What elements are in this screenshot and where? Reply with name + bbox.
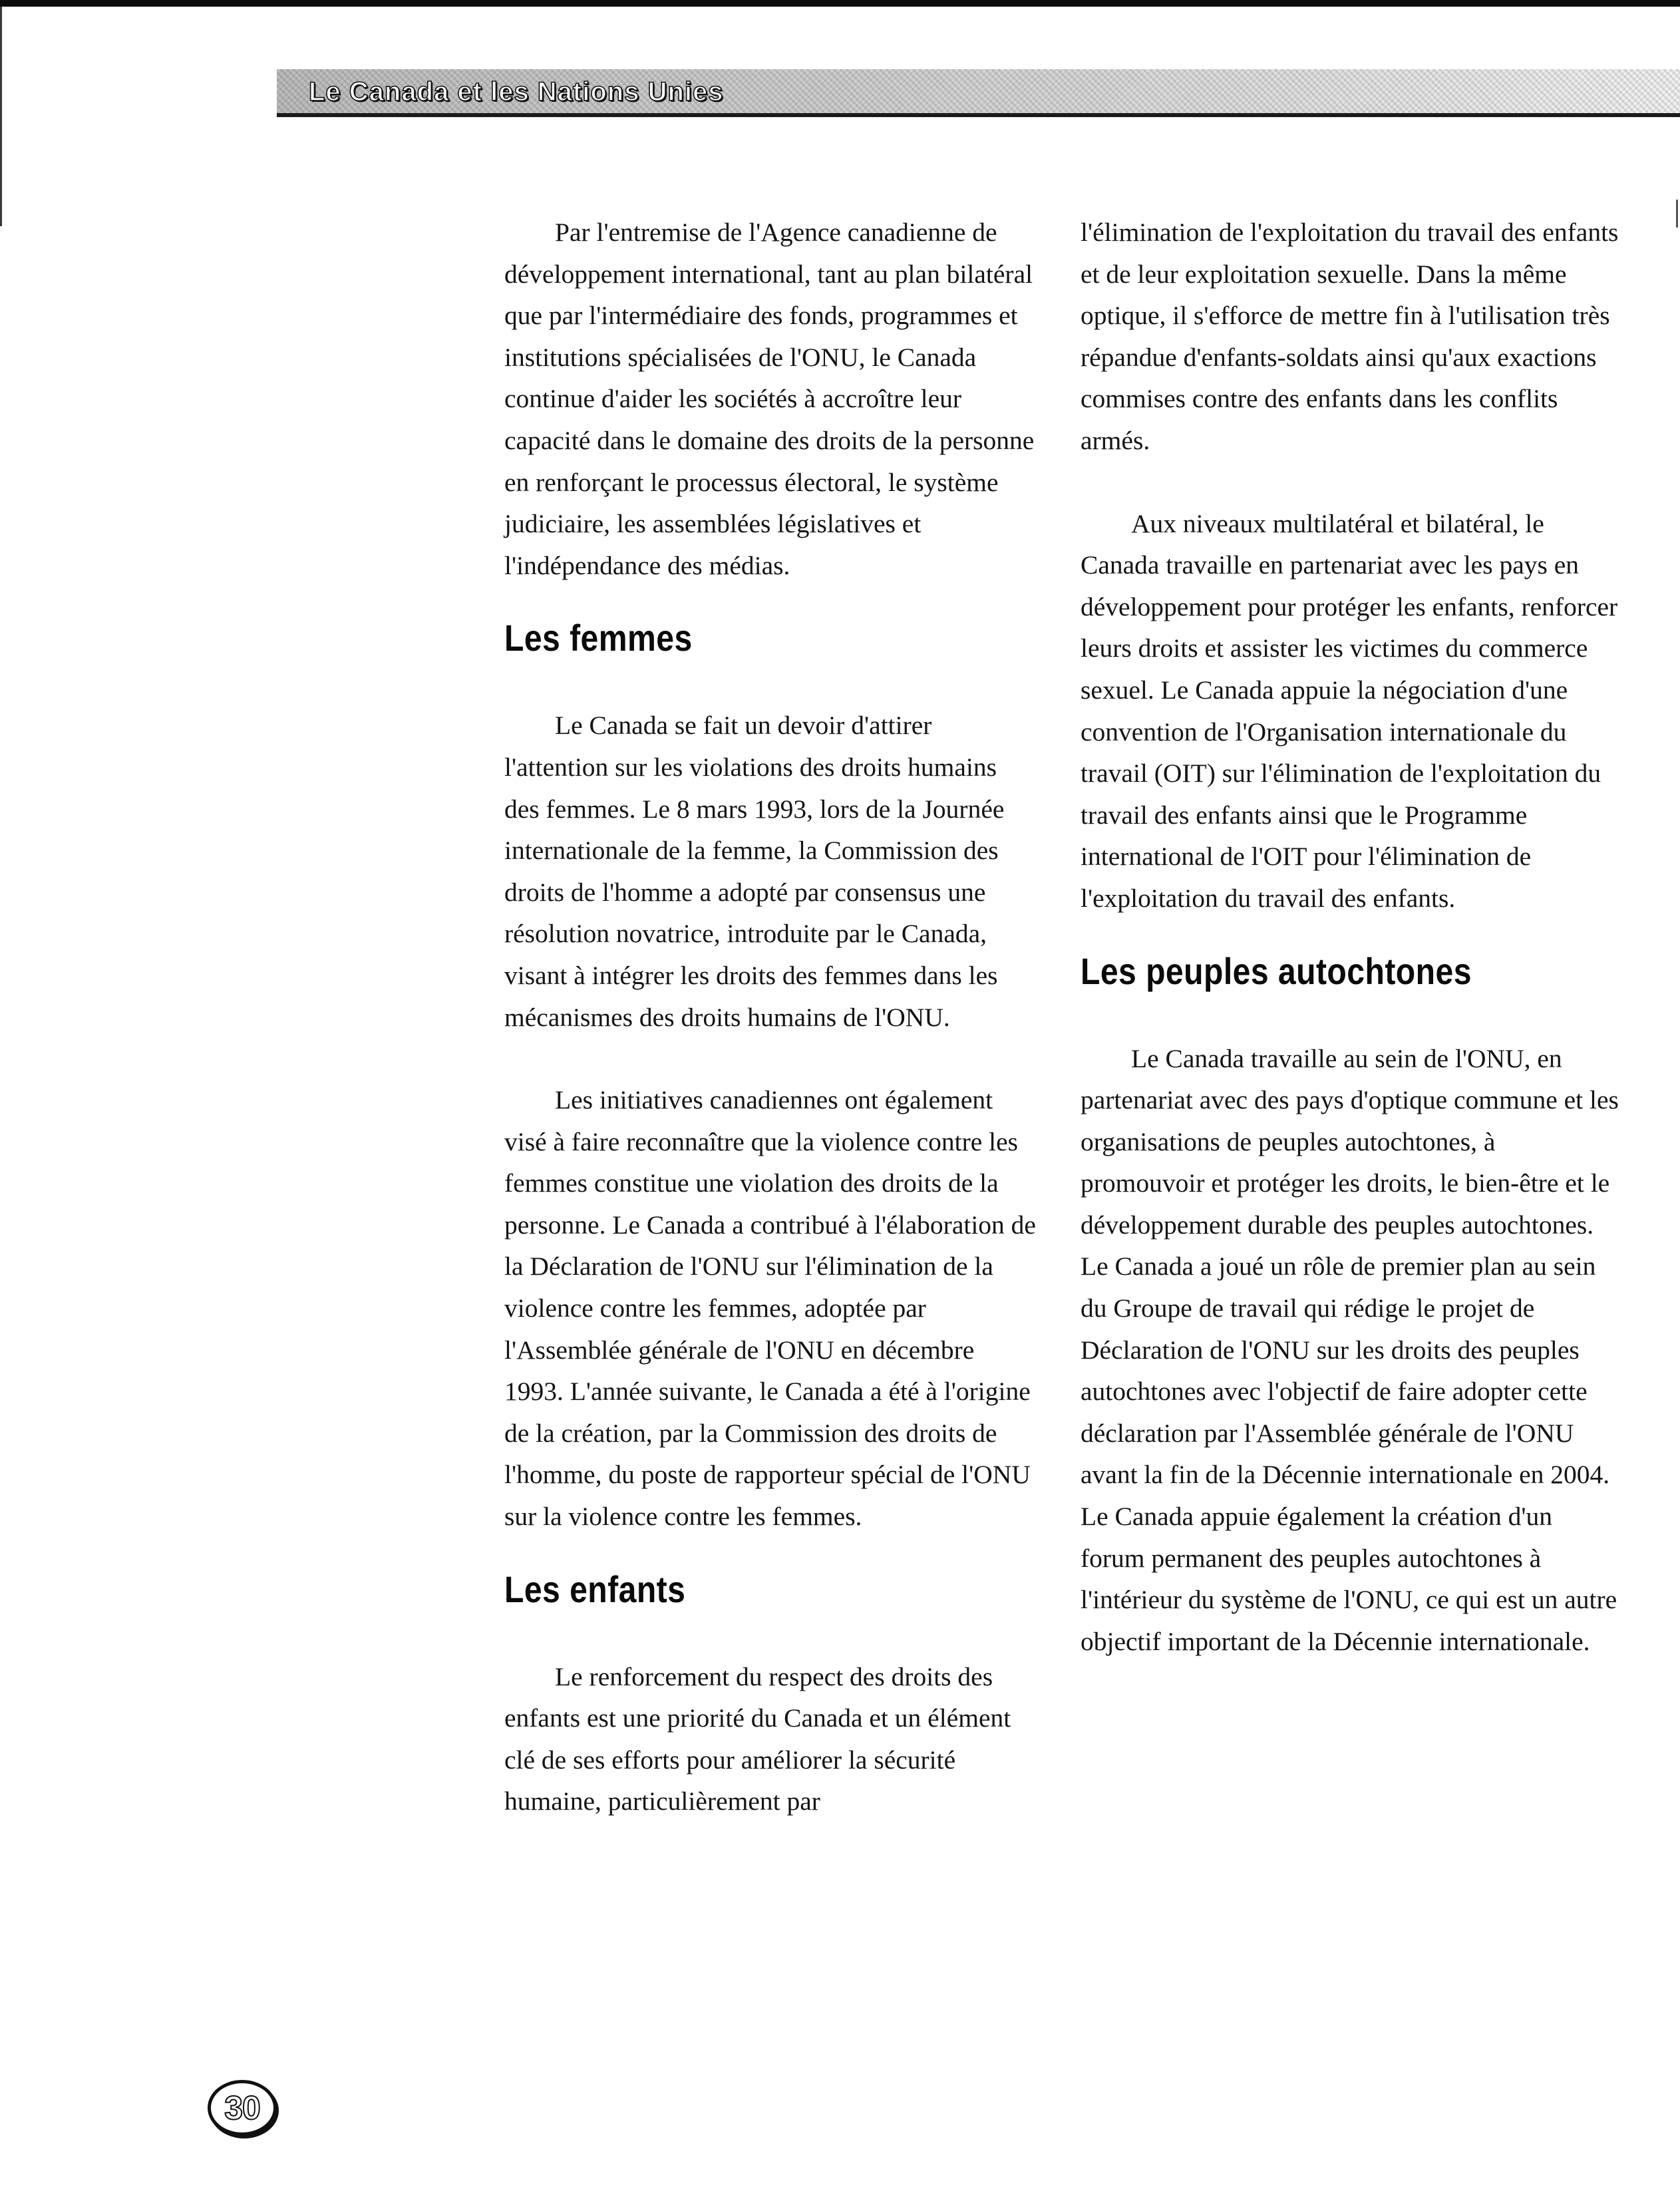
women-paragraph-2: Les initiatives canadiennes ont également visé à faire reconnaître que la violence contre les femmes constitue une violation des droits de la personne. Le Canada a contribué à l'élaboration de la Déclaration de l'ONU sur l'élimination de la violence contre les femmes, adoptée par l'Assemblée générale de l'ONU en décembre 1993. L'année suivante, le Canada a été à l'origine de la création, par la Commission des droits de l'homme, du poste de rapporteur spécial de l'ONU sur la violence contre les femmes.	[504, 1085, 1036, 1532]
children-paragraph-2: Aux niveaux multilatéral et bilatéral, le Canada travaille en partenariat avec les pays en développement pour protéger les enfants, renforcer leurs droits et assister les victimes du commerce sexuel. Le Canada appuie la négociation d'une convention de l'Organisation internationale du travail (OIT) sur l'élimination de l'exploitation du travail des enfants ainsi que le Programme international de l'OIT pour l'élimination de l'exploitation du travail des enfants.	[1081, 508, 1618, 913]
page-number-badge	[208, 2080, 277, 2136]
indigenous-paragraph-1: Le Canada travaille au sein de l'ONU, en partenariat avec des pays d'optique commune et les organisations de peuples autochtones, à promouvoir et protéger les droits, le bien-être et le développement durable des peuples autochtones. Le Canada a joué un rôle de premier plan au sein du Groupe de travail qui rédige le projet de Déclaration de l'ONU sur les droits des peuples autochtones avec l'objectif de faire adopter cette déclaration par l'Assemblée générale de l'ONU avant la fin de la Décennie internationale en 2004. Le Canada appuie également la création d'un forum permanent des peuples autochtones à l'intérieur du système de l'ONU, ce qui est un autre objectif important de la Décennie internationale.	[1081, 1043, 1619, 1656]
scan-right-edge-mark	[1676, 200, 1678, 228]
women-paragraph-1: Le Canada se fait un devoir d'attirer l'attention sur les violations des droits humains des femmes. Le 8 mars 1993, lors de la Journée internationale de la femme, la Commission des droits de l'homme a adopté par consensus une résolution novatrice, introduite par le Canada, visant à intégrer les droits des femmes dans les mécanismes des droits humains de l'ONU.	[504, 711, 1005, 1032]
top-border-rule	[0, 0, 1680, 7]
heading-peuples-autochtones: Les peuples autochtones	[1081, 949, 1472, 992]
running-header-band	[277, 69, 1680, 117]
children-paragraph-1: Le renforcement du respect des droits des enfants est une priorité du Canada et un élément clé de ses efforts pour améliorer la sécurité humaine, particulièrement par	[504, 1661, 1011, 1816]
left-text-column	[504, 212, 1037, 1822]
running-header-title: Le Canada et les Nations Unies	[309, 77, 724, 106]
heading-les-femmes: Les femmes	[504, 617, 693, 659]
scan-left-edge	[0, 7, 2, 226]
intro-paragraph: Par l'entremise de l'Agence canadienne de développement international, tant au plan bilatéral que par l'intermédiaire des fonds, programmes et institutions spécialisées de l'ONU, le Canada continue d'aider les sociétés à accroître leur capacité dans le domaine des droits de la personne en renforçant le processus électoral, le système judiciaire, les assemblées législatives et l'indépendance des médias.	[504, 218, 1035, 580]
right-text-column	[1081, 212, 1623, 1662]
heading-les-enfants: Les enfants	[504, 1568, 686, 1610]
children-paragraph-1-continued: l'élimination de l'exploitation du travail des enfants et de leur exploitation sexuelle. Dans la même optique, il s'efforce de mettre fin à l'utilisation très répandue d'enfants-soldats ainsi qu'aux exactions commises contre des enfants dans les conflits armés.	[1081, 218, 1619, 455]
page-number: 30	[224, 2089, 260, 2126]
